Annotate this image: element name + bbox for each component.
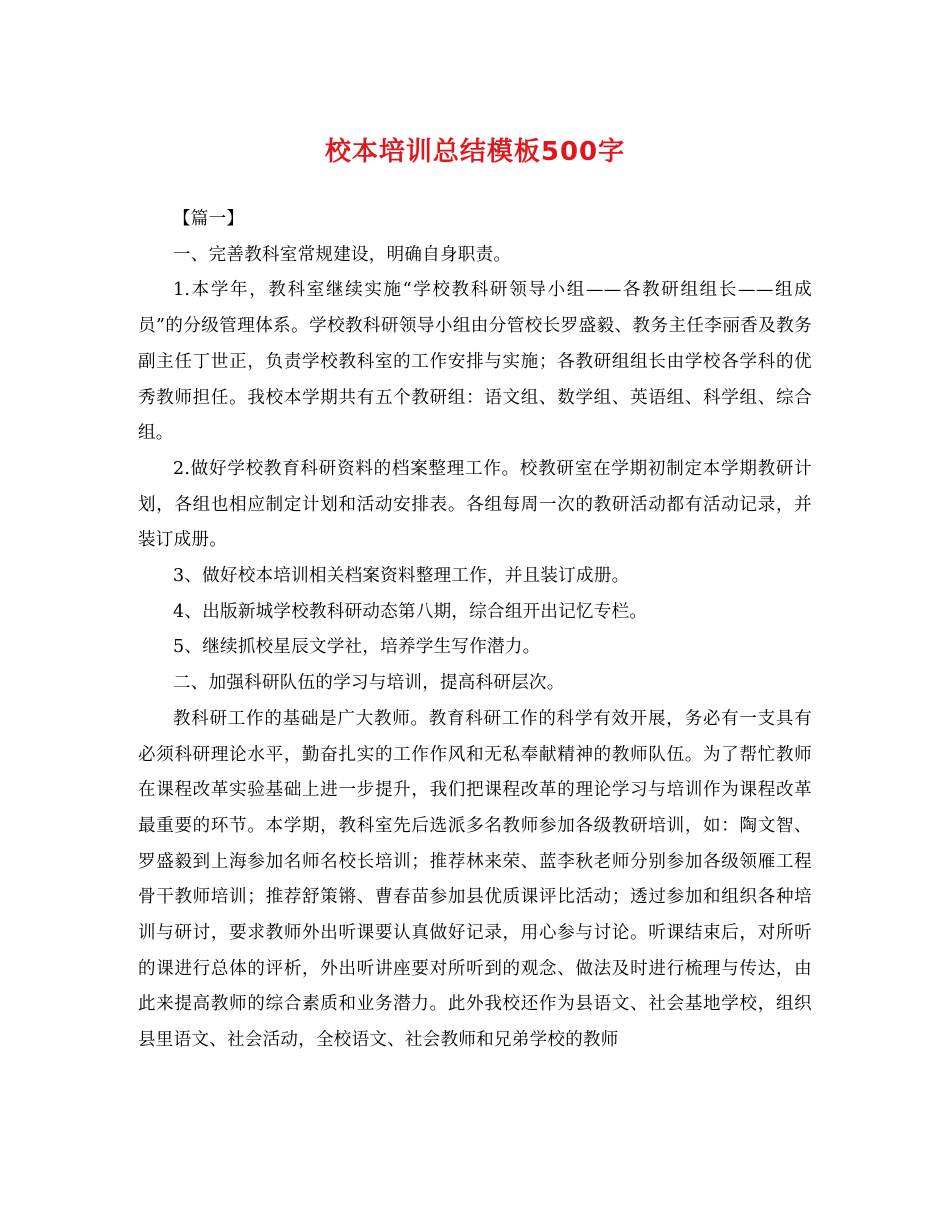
paragraph-item-5: 5、继续抓校星辰文学社，培养学生写作潜力。 xyxy=(173,637,541,658)
paragraph-item-3: 3、做好校本培训相关档案资料整理工作，并且装订成册。 xyxy=(173,566,630,587)
section-label-part-one: 【篇一】 xyxy=(173,209,245,229)
section-heading-two: 二、加强科研队伍的学习与培训，提高科研层次。 xyxy=(173,673,565,694)
document-body xyxy=(138,202,812,1059)
document-title: 校本培训总结模板500字 xyxy=(324,137,626,167)
paragraph-item-4: 4、出版新城学校教科研动态第八期，综合组开出记忆专栏。 xyxy=(173,601,648,622)
paragraph-body: 教科研工作的基础是广大教师。教育科研工作的科学有效开展，务必有一支具有必须科研理论水平，勤奋扎实的工作作风和无私奉献精神的教师队伍。为了帮忙教师在课程改革实验基础上进一步提升，我们把课程改革的理论学习与培训作为课程改革最重要的环节。本学期，教科室先后选派多名教师参加各级教研培训，如：陶文智、罗盛毅到上海参加名师名校长培训；推荐林来荣、蓝李秋老师分别参加各级领雁工程骨干教师培训；推荐舒策锵、曹春苗参加县优质课评比活动；透过参加和组织各种培训与研讨，要求教师外出听课要认真做好记录，用心参与讨论。听课结束后，对所听的课进行总体的评析，外出听讲座要对所听到的观念、做法及时进行梳理与传达，由此来提高教师的综合素质和业务潜力。此外我校还作为县语文、社会基地学校，组织县里语文、社会活动，全校语文、社会教师和兄弟学校的教师 xyxy=(138,708,812,1051)
paragraph-item-2: 2.做好学校教育科研资料的档案整理工作。校教研室在学期初制定本学期教研计划，各组也相应制定计划和活动安排表。各组每周一次的教研活动都有活动记录，并装订成册。 xyxy=(138,458,812,551)
paragraph-item-1: 1.本学年，教科室继续实施“学校教科研领导小组——各教研组组长——组成员”的分级管理体系。学校教科研领导小组由分管校长罗盛毅、教务主任李丽香及教务副主任丁世正，负责学校教科室的工作安排与实施；各教研组组长由学校各学科的优秀教师担任。我校本学期共有五个教研组：语文组、数学组、英语组、科学组、综合组。 xyxy=(138,280,812,444)
section-heading-one: 一、完善教科室常规建设，明确自身职责。 xyxy=(173,244,512,265)
